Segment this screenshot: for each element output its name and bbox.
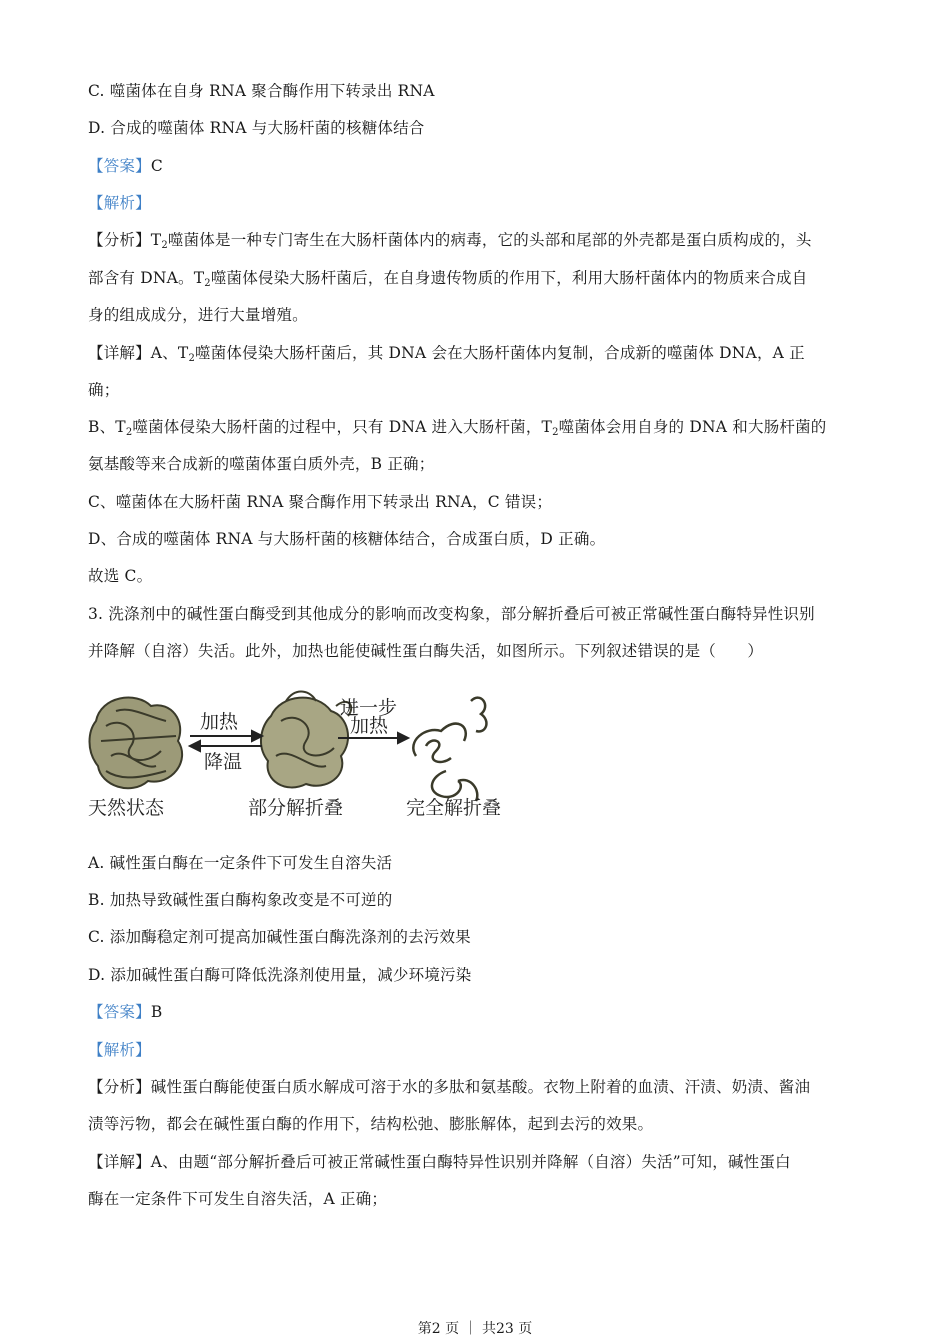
analysis-line-3: 身的组成成分，进行大量增殖。 [88,306,308,324]
text: 噬菌体侵染大肠杆菌后，在自身遗传物质的作用下，利用大肠杆菌体内的物质来合成自 [210,269,808,287]
analysis-line-2 [88,267,868,295]
answer-tag: 【答案】 [88,1003,151,1021]
conclusion-1: 故选 C。 [88,567,153,585]
text: 噬菌体会用自身的 DNA 和大肠杆菌的 [558,418,827,436]
text: 噬菌体侵染大肠杆菌后，其 DNA 会在大肠杆菌体内复制，合成新的噬菌体 DNA，A 正 [195,344,805,362]
partial-unfold-protein-icon [261,692,351,788]
option-d: D. 添加碱性蛋白酶可降低洗涤剂使用量，减少环境污染 [88,966,472,984]
text: 噬菌体侵染大肠杆菌的过程中，只有 DNA 进入大肠杆菌，T [132,418,553,436]
detail-line-1 [88,342,868,370]
option-c: C. 添加酶稳定剂可提高加碱性蛋白酶洗涤剂的去污效果 [88,928,471,946]
detail-line-6: D、合成的噬菌体 RNA 与大肠杆菌的核糖体结合，合成蛋白质，D 正确。 [88,530,606,548]
explanation-tag-1: 【解析】 [88,194,151,212]
detail-line-3 [88,416,868,444]
answer-value: C [150,157,163,175]
detail-line-5: C、噬菌体在大肠杆菌 RNA 聚合酶作用下转录出 RNA，C 错误； [88,493,553,511]
analysis-2-line-1: 【分析】碱性蛋白酶能使蛋白质水解成可溶于水的多肽和氨基酸。衣物上附着的血渍、汗渍、奶渍、酱油 [88,1078,811,1096]
detail-2-line-1: 【详解】A、由题“部分解折叠后可被正常碱性蛋白酶特异性识别并降解（自溶）失活”可知，碱性蛋白 [88,1153,791,1171]
detail-line-2: 确； [88,381,120,399]
arrow2-top-label: 进一步 [340,697,398,719]
subscript: 2 [125,427,133,438]
detail-line-4: 氨基酸等来合成新的噬菌体蛋白质外壳，B 正确； [88,455,435,473]
text: 【详解】A、T [88,344,189,362]
arrow1-bottom-label: 降温 [204,751,243,773]
analysis-2-line-2: 渍等污物，都会在碱性蛋白酶的作用下，结构松弛、膨胀解体，起到去污的效果。 [88,1115,654,1133]
question-3-line-2: 并降解（自溶）失活。此外，加热也能使碱性蛋白酶失活，如图所示。下列叙述错误的是（ ） [88,642,764,660]
answer-tag: 【答案】 [88,157,151,175]
text: 噬菌体是一种专门寄生在大肠杆菌体内的病毒，它的头部和尾部的外壳都是蛋白质构成的，头 [167,231,812,249]
option-c-prev: C. 噬菌体在自身 RNA 聚合酶作用下转录出 RNA [88,82,435,100]
subscript: 2 [161,240,168,251]
subscript: 2 [204,278,211,289]
question-3-line-1: 3. 洗涤剂中的碱性蛋白酶受到其他成分的影响而改变构象，部分解折叠后可被正常碱性蛋白酶特异性识别 [88,605,815,623]
explanation-tag-2: 【解析】 [88,1041,151,1059]
text: 部含有 DNA。T [88,269,205,287]
analysis-line-1 [88,229,868,257]
option-d-prev: D. 合成的噬菌体 RNA 与大肠杆菌的核糖体结合 [88,119,425,137]
full-unfold-protein-icon [413,698,486,801]
arrow1-top-label: 加热 [200,711,239,733]
answer-1 [88,155,868,177]
text: B、T [88,418,126,436]
partial-unfold-label: 部分解折叠 [248,797,344,819]
arrow2-bottom-label: 加热 [350,715,389,737]
subscript: 2 [552,427,559,438]
protein-folding-figure [86,686,514,822]
native-protein-icon [90,698,183,789]
answer-2 [88,1001,868,1023]
subscript: 2 [188,353,195,364]
option-b: B. 加热导致碱性蛋白酶构象改变是不可逆的 [88,891,393,909]
option-a: A. 碱性蛋白酶在一定条件下可发生自溶失活 [88,854,393,872]
folding-diagram [86,686,514,822]
answer-value: B [150,1003,163,1021]
reversible-arrow-icon [190,731,262,751]
full-unfold-label: 完全解折叠 [406,797,502,819]
page-footer: 第2 页 ｜ 共23 页 [417,1321,533,1337]
text: 【分析】T [88,231,162,249]
native-state-label: 天然状态 [88,797,165,819]
detail-2-line-2: 酶在一定条件下可发生自溶失活，A 正确； [88,1190,388,1208]
